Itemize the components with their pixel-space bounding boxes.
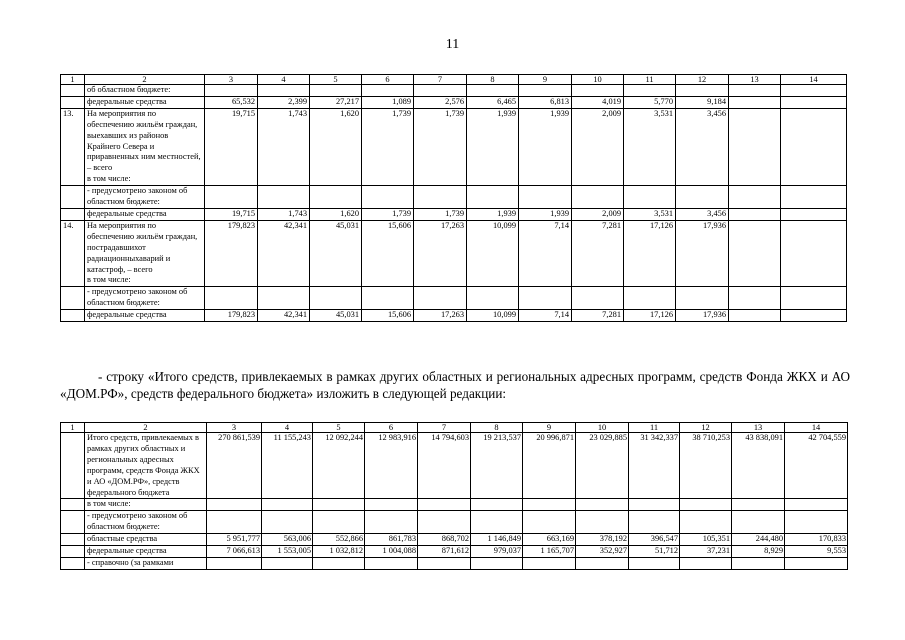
cell-value: 9,553 [785,546,848,558]
col-header: 10 [572,75,624,85]
cell-value: 1 146,849 [471,534,523,546]
cell-value: 45,031 [310,310,362,322]
row-label: - предусмотрено законом об областном бюджете: [85,287,205,310]
col-header: 13 [732,423,785,433]
cell-value: 1,620 [310,108,362,185]
col-header: 7 [414,75,467,85]
cell-value: 1 553,005 [262,546,313,558]
cell-value: 1 004,088 [365,546,418,558]
table-row [61,534,848,546]
table-row [61,186,847,209]
row-label: федеральные средства [85,546,207,558]
cell-value: 43 838,091 [732,433,785,499]
table-row [61,287,847,310]
cell-value: 105,351 [680,534,732,546]
cell-value: 3,456 [676,108,729,185]
cell-value [729,220,781,286]
row-label: На мероприятия по обеспечению жильём граждан, выехавших из районов Крайнего Севера и приравненных ним местностей, – всего в том числе: [85,108,205,185]
cell-value: 8,929 [732,546,785,558]
table-row [61,546,848,558]
cell-value: 14 794,603 [418,433,471,499]
col-header: 12 [680,423,732,433]
cell-value: 20 996,871 [523,433,576,499]
col-header: 5 [310,75,362,85]
cell-value: 1,620 [310,208,362,220]
cell-value [781,108,847,185]
table-row [61,433,848,499]
cell-value: 179,823 [205,310,258,322]
cell-value [781,310,847,322]
table-row [61,220,847,286]
row-label: - справочно (за рамками [85,557,207,569]
cell-value: 871,612 [418,546,471,558]
cell-value: 979,037 [471,546,523,558]
cell-value: 17,936 [676,220,729,286]
cell-value: 11 155,243 [262,433,313,499]
cell-value: 17,126 [624,220,676,286]
cell-value: 2,399 [258,96,310,108]
cell-value: 1,939 [467,208,519,220]
cell-value: 1,939 [519,108,572,185]
cell-value: 12 092,244 [313,433,365,499]
cell-value: 17,263 [414,310,467,322]
col-header: 5 [313,423,365,433]
cell-value [729,108,781,185]
row-label: - предусмотрено законом об областном бюджете: [85,186,205,209]
col-header: 10 [576,423,629,433]
cell-value: 1,739 [362,108,414,185]
cell-value: 7,281 [572,220,624,286]
cell-value: 10,099 [467,310,519,322]
cell-value [781,208,847,220]
table-row [61,499,848,511]
cell-value: 1,739 [414,208,467,220]
col-header: 7 [418,423,471,433]
cell-value: 352,927 [576,546,629,558]
replacement-table [60,422,848,570]
col-header: 12 [676,75,729,85]
cell-value: 42 704,559 [785,433,848,499]
cell-value: 270 861,539 [207,433,262,499]
table-row [61,310,847,322]
col-header: 11 [624,75,676,85]
row-label: в том числе: [85,499,207,511]
cell-value: 552,866 [313,534,365,546]
cell-value: 1 165,707 [523,546,576,558]
cell-value: 170,833 [785,534,848,546]
col-header: 9 [523,423,576,433]
cell-value: 2,009 [572,208,624,220]
col-header: 11 [629,423,680,433]
cell-value: 31 342,337 [629,433,680,499]
cell-value: 3,531 [624,208,676,220]
cell-value: 1,089 [362,96,414,108]
continuation-table [60,74,847,322]
cell-value: 45,031 [310,220,362,286]
row-label: областные средства [85,534,207,546]
col-header: 3 [205,75,258,85]
cell-value: 37,231 [680,546,732,558]
col-header: 13 [729,75,781,85]
row-label: федеральные средства [85,208,205,220]
table-header-row [61,423,848,433]
cell-value: 3,456 [676,208,729,220]
cell-value: 2,009 [572,108,624,185]
cell-value: 6,813 [519,96,572,108]
cell-value: 1,743 [258,108,310,185]
col-header: 4 [258,75,310,85]
col-header: 6 [362,75,414,85]
cell-value: 17,263 [414,220,467,286]
cell-value [781,220,847,286]
cell-value: 9,184 [676,96,729,108]
cell-value: 27,217 [310,96,362,108]
cell-value: 1,739 [362,208,414,220]
cell-value: 378,192 [576,534,629,546]
row-label: Итого средств, привлекаемых в рамках других областных и региональных адресных программ, средств Фонда ЖКХ и АО «ДОМ.РФ», средств федерального бюджета [85,433,207,499]
cell-value: 563,006 [262,534,313,546]
row-label: федеральные средства [85,96,205,108]
cell-value: 19 213,537 [471,433,523,499]
cell-value: 7,14 [519,220,572,286]
page-number: 11 [445,37,460,52]
cell-value [729,208,781,220]
cell-value: 10,099 [467,220,519,286]
col-header: 2 [85,75,205,85]
cell-value: 51,712 [629,546,680,558]
table-row [61,108,847,185]
col-header: 1 [61,423,85,433]
cell-value: 2,576 [414,96,467,108]
col-header: 4 [262,423,313,433]
row-label: об областном бюджете: [85,85,205,97]
cell-value: 23 029,885 [576,433,629,499]
cell-value: 7,281 [572,310,624,322]
cell-value: 179,823 [205,220,258,286]
cell-value: 1,739 [414,108,467,185]
cell-value: 4,019 [572,96,624,108]
cell-value: 17,126 [624,310,676,322]
table-row [61,557,848,569]
cell-value: 17,936 [676,310,729,322]
cell-value: 3,531 [624,108,676,185]
cell-value: 12 983,916 [365,433,418,499]
cell-value [729,96,781,108]
cell-value: 7,14 [519,310,572,322]
cell-value: 65,532 [205,96,258,108]
cell-value: 19,715 [205,108,258,185]
cell-value: 5 951,777 [207,534,262,546]
cell-value: 15,606 [362,220,414,286]
col-header: 1 [61,75,85,85]
table-row [61,208,847,220]
cell-value: 5,770 [624,96,676,108]
cell-value: 38 710,253 [680,433,732,499]
cell-value: 663,169 [523,534,576,546]
cell-value: 7 066,613 [207,546,262,558]
row-label: - предусмотрено законом об областном бюджете: [85,511,207,534]
cell-value [781,96,847,108]
row-number: 14. [61,220,85,286]
instruction-paragraph: - строку «Итого средств, привлекаемых в рамках других областных и региональных адресных программ, средств Фонда ЖКХ и АО «ДОМ.РФ», средств федерального бюджета» изложить в следующей редакции: [60,369,850,401]
col-header: 2 [85,423,207,433]
table-row [61,85,847,97]
table-header-row [61,75,847,85]
cell-value [729,310,781,322]
cell-value: 15,606 [362,310,414,322]
row-label: федеральные средства [85,310,205,322]
cell-value: 19,715 [205,208,258,220]
cell-value: 1,743 [258,208,310,220]
row-label: На мероприятия по обеспечению жильём граждан, пострадавшихот радиационныхаварий и катастроф, – всего в том числе: [85,220,205,286]
cell-value: 1,939 [467,108,519,185]
col-header: 8 [471,423,523,433]
cell-value: 244,480 [732,534,785,546]
cell-value: 1,939 [519,208,572,220]
col-header: 9 [519,75,572,85]
cell-value: 396,547 [629,534,680,546]
col-header: 14 [785,423,848,433]
cell-value: 1 032,812 [313,546,365,558]
table-row [61,511,848,534]
cell-value: 6,465 [467,96,519,108]
col-header: 6 [365,423,418,433]
row-number: 13. [61,108,85,185]
cell-value: 42,341 [258,220,310,286]
table-row [61,96,847,108]
cell-value: 868,702 [418,534,471,546]
col-header: 8 [467,75,519,85]
col-header: 14 [781,75,847,85]
cell-value: 42,341 [258,310,310,322]
col-header: 3 [207,423,262,433]
cell-value: 861,783 [365,534,418,546]
